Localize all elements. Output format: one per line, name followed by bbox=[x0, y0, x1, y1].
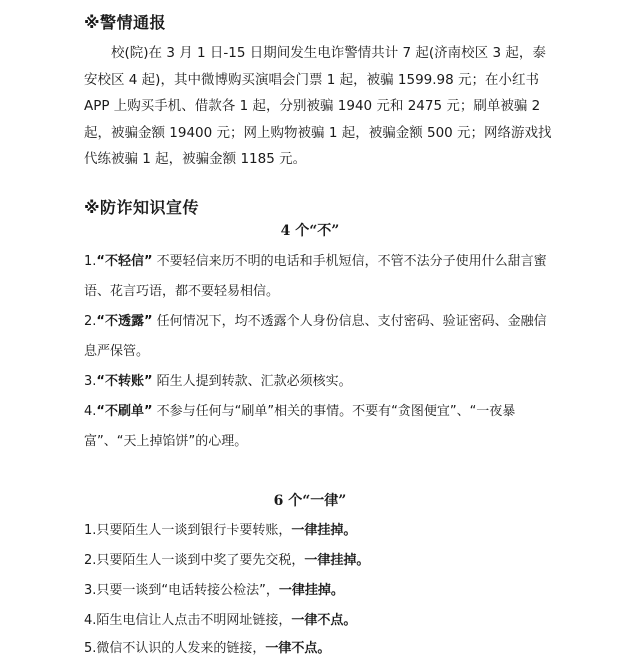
six-always-item-4: 4.陌生电信让人点击不明网址链接，一律不点。 bbox=[84, 613, 357, 628]
four-no-title: 4 个“不” bbox=[280, 223, 340, 239]
alert-paragraph: 校(院)在 3 月 1 日-15 日期间发生电诈警情共计 7 起(济南校区 3 起，泰安校区 4 起)，其中微博购买演唱会门票 1 起，被骗 1599.98 元；在小红书 APP 上购买手机、借款各 1 起，分别被骗 1940 元和 2475 元；刷单被骗 2 起，被骗金额 19400 元；网上购物被骗 1 起，被骗金额 500 元；网络游戏找代练被骗 1 起，被骗金额 1185 元。 bbox=[84, 45, 552, 167]
antifraud-section-title: ※防诈知识宣传 bbox=[84, 198, 200, 217]
four-no-item-4: 4.“不刷单” 不参与任何与“刷单”相关的事情。不要有“贪图便宜”、“一夜暴富”、“天上掉馅饼”的心理。 bbox=[84, 404, 516, 449]
four-no-item-2: 2.“不透露” 任何情况下，均不透露个人身份信息、支付密码、验证密码、金融信息严保管。 bbox=[84, 314, 547, 359]
four-no-key-3: “不转账” bbox=[96, 374, 153, 389]
four-no-item-3: 3.“不转账” 陌生人提到转款、汇款必须核实。 bbox=[84, 374, 352, 389]
six-always-item-2: 2.只要陌生人一谈到中奖了要先交税，一律挂掉。 bbox=[84, 553, 370, 568]
four-no-key-2: “不透露” bbox=[96, 314, 153, 329]
four-no-item-1: 1.“不轻信” 不要轻信来历不明的电话和手机短信，不管不法分子使用什么甜言蜜语、花言巧语，都不要轻易相信。 bbox=[84, 254, 547, 299]
four-no-key-1: “不轻信” bbox=[96, 254, 153, 269]
six-always-item-5: 5.微信不认识的人发来的链接，一律不点。 bbox=[84, 641, 331, 656]
alert-section-title: ※警情通报 bbox=[84, 13, 167, 32]
four-no-key-4: “不刷单” bbox=[96, 404, 153, 419]
six-always-title: 6 个“一律” bbox=[273, 493, 347, 509]
six-always-item-1: 1.只要陌生人一谈到银行卡要转账，一律挂掉。 bbox=[84, 523, 357, 538]
six-always-item-3: 3.只要一谈到“电话转接公检法”，一律挂掉。 bbox=[84, 583, 344, 598]
